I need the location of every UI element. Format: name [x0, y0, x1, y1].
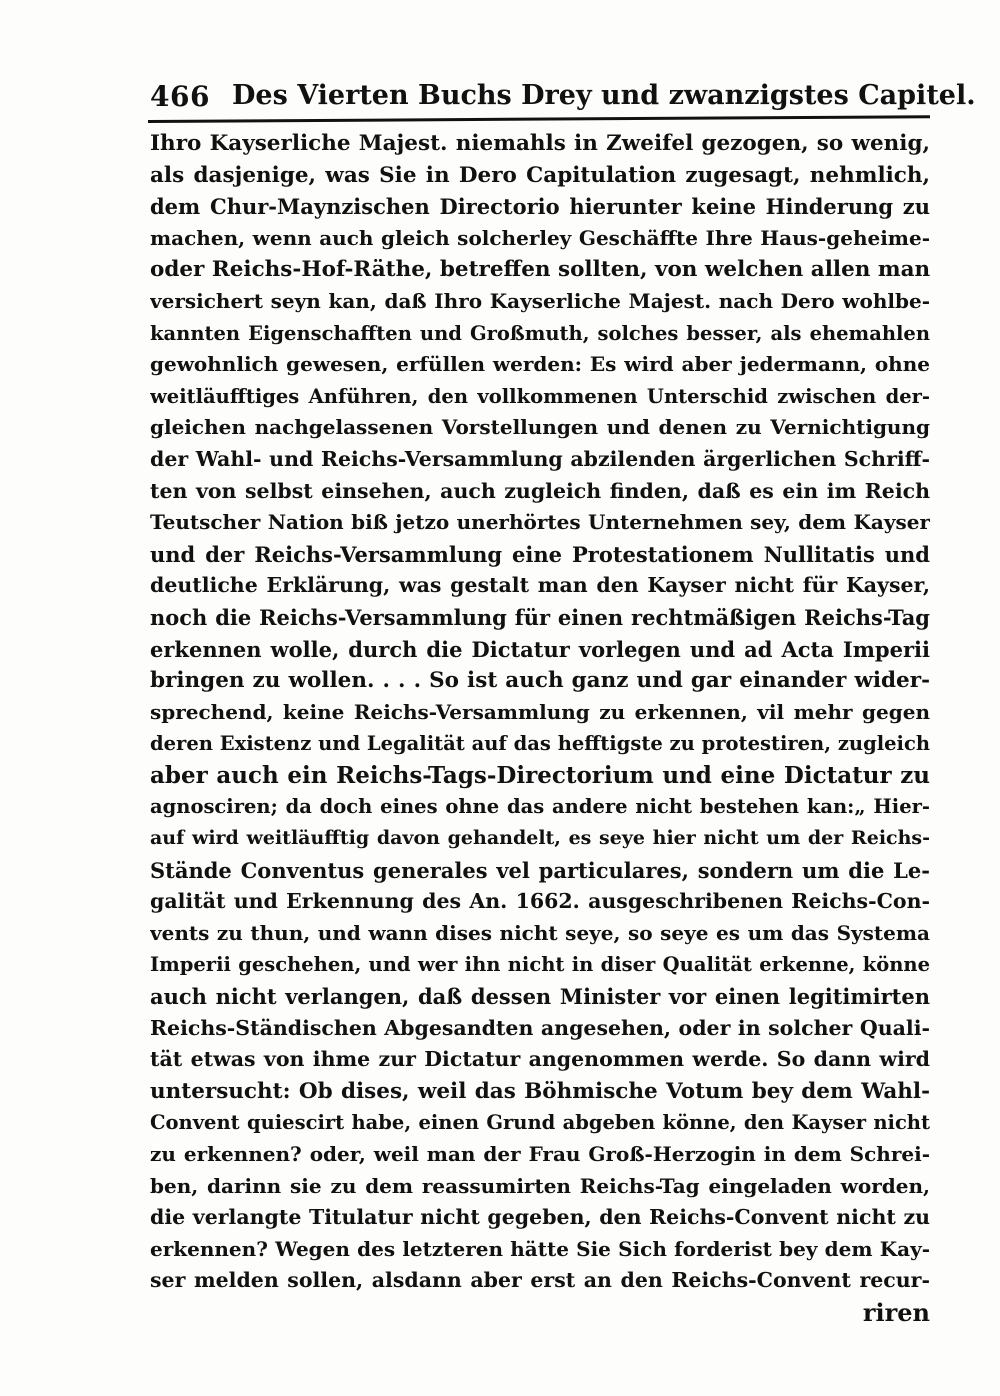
text-line: erkennen wolle, durch die Dictatur vorlegen und ad Acta Imperii — [150, 636, 930, 662]
text-line: Teutscher Nation biß jetzo unerhörtes Unternehmen sey, dem Kayser — [150, 510, 930, 535]
text-line: noch die Reichs-Versammlung für einen rechtmäßigen Reichs-Tag — [150, 604, 930, 630]
catchword: riren — [862, 1297, 930, 1327]
text-line: Ihro Kayserliche Majest. niemahls in Zweifel gezogen, so wenig, — [150, 131, 930, 156]
body-text — [150, 128, 930, 1329]
text-line: untersucht: Ob dises, weil das Böhmische Votum bey dem Wahl- — [150, 1078, 930, 1104]
text-line: zu erkennen? oder, weil man der Frau Groß-Herzogin in dem Schrei- — [150, 1142, 930, 1166]
text-line: die verlangte Titulatur nicht gegeben, den Reichs-Convent nicht zu — [150, 1205, 930, 1230]
text-line: gleichen nachgelassenen Vorstellungen und denen zu Vernichtigung — [150, 415, 930, 440]
text-line: ten von selbst einsehen, auch zugleich finden, daß es ein im Reich — [150, 478, 930, 503]
text-line: weitläufftiges Anführen, den vollkommenen Unterschid zwischen der- — [150, 384, 930, 408]
text-line: bringen zu wollen. . . . So ist auch ganz und gar einander wider- — [150, 668, 930, 694]
text-line: kannten Eigenschafften und Großmuth, solches besser, als ehemahlen — [150, 321, 930, 345]
text-line: deutliche Erklärung, was gestalt man den Kayser nicht für Kayser, — [150, 573, 930, 598]
text-line: und der Reichs-Versammlung eine Protestationem Nullitatis und — [150, 541, 930, 567]
text-line: auf wird weitläufftig davon gehandelt, es seye hier nicht um der Reichs- — [150, 827, 930, 850]
text-line: erkennen? Wegen des letzteren hätte Sie Sich forderist bey dem Kay- — [150, 1236, 930, 1261]
text-line: oder Reichs-Hof-Räthe, betreffen sollten, von welchen allen man — [150, 257, 930, 283]
running-head: Des Vierten Buchs Drey und zwanzigstes Capitel. — [232, 80, 976, 111]
text-line: tät etwas von ihme zur Dictatur angenommen werde. So dann wird — [150, 1047, 930, 1072]
text-line: als dasjenige, was Sie in Dero Capitulation zugesagt, nehmlich, — [150, 162, 930, 188]
text-line: deren Existenz und Legalität auf das hefftigste zu protestiren, zugleich — [150, 732, 930, 756]
header-rule — [148, 115, 930, 123]
text-line: versichert seyn kan, daß Ihro Kayserliche Majest. nach Dero wohlbe- — [150, 288, 930, 313]
text-line: aber auch ein Reichs-Tags-Directorium und eine Dictatur zu — [150, 761, 930, 789]
page-number: 466 — [150, 80, 210, 113]
text-line: vents zu thun, und wann dises nicht seye, so seye es um das Systema — [150, 920, 930, 945]
text-line: der Wahl- und Reichs-Versammlung abzilenden ärgerlichen Schriff- — [150, 446, 930, 471]
text-line: Convent quiescirt habe, einen Grund abgeben könne, den Kayser nicht — [150, 1111, 930, 1135]
text-line: ben, darinn sie zu dem reassumirten Reichs-Tag eingeladen worden, — [150, 1173, 930, 1198]
text-line: agnosciren; da doch eines ohne das andere nicht bestehen kan:„ Hier- — [150, 795, 930, 819]
text-line: Stände Conventus generales vel particulares, sondern um die Le- — [150, 857, 930, 883]
text-line: ser melden sollen, alsdann aber erst an den Reichs-Convent recur- — [150, 1268, 930, 1293]
text-line: Reichs-Ständischen Abgesandten angesehen, oder in solcher Quali- — [150, 1015, 930, 1040]
text-line: sprechend, keine Reichs-Versammlung zu erkennen, vil mehr gegen — [150, 699, 930, 724]
text-line: gewohnlich gewesen, erfüllen werden: Es wird aber jedermann, ohne — [150, 352, 930, 377]
text-line: Imperii geschehen, und wer ihn nicht in diser Qualität erkenne, könne — [150, 953, 930, 977]
text-line: auch nicht verlangen, daß dessen Minister vor einen legitimirten — [150, 984, 930, 1010]
text-line: galität und Erkennung des An. 1662. ausgeschribenen Reichs-Con- — [150, 889, 930, 914]
page-header — [150, 72, 976, 113]
text-line: dem Chur-Maynzischen Directorio hierunter keine Hinderung zu — [150, 194, 930, 220]
text-line: machen, wenn auch gleich solcherley Geschäffte Ihre Haus-geheime- — [150, 225, 930, 250]
